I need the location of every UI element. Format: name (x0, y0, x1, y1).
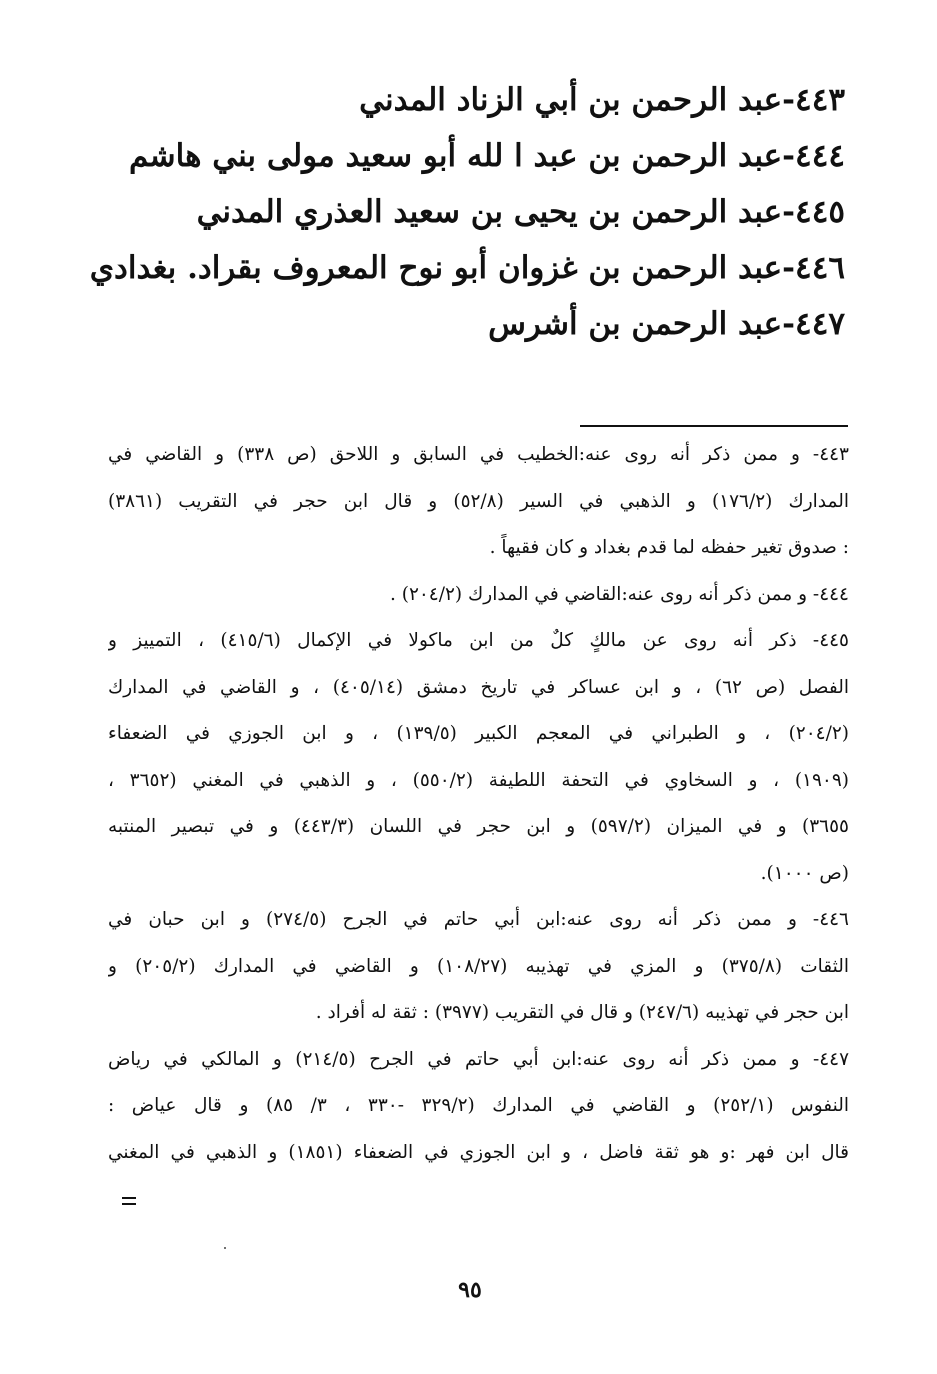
footnote-line: (ص ١٠٠٠). (760, 862, 849, 884)
footnote-line: ٤٤٤- و ممن ذكر أنه روى عنه:القاضي في المدارك (٢٠٤/٢) . (389, 583, 849, 605)
footnotes (108, 432, 849, 1176)
footnote-line: : صدوق تغير حفظه لما قدم بغداد و كان فقيهاً . (489, 537, 849, 558)
speck-mark (224, 1247, 226, 1249)
footnote-line: قال ابن فهر :و هو ثقة فاضل ، و ابن الجوزي في الضعفاء (١٨٥١) و الذهبي في المغني (108, 1141, 849, 1163)
footnote-line: الفصل (ص ٦٢) ، و ابن عساكر في تاريخ دمشق (٤٠٥/١٤) ، و القاضي في المدارك (108, 676, 849, 698)
continuation-mark (122, 1197, 136, 1205)
footnote-line: ٤٤٥- ذكر أنه روى عن مالكٍ كلٌ من ابن ماكولا في الإكمال (٤١٥/٦) ، التمييز و (108, 630, 849, 651)
footnote-line: ٤٤٦- و ممن ذكر أنه روى عنه:ابن أبي حاتم في الجرح (٢٧٤/٥) و ابن حبان في (108, 909, 849, 930)
footnote-line: ٣٦٥٥) و في الميزان (٥٩٧/٢) و ابن حجر في اللسان (٤٤٣/٣) و في تبصير المنتبه (108, 816, 849, 837)
footnote-separator (580, 425, 848, 427)
narrator-entry-447: ٤٤٧-عبد الرحمن بن أشرس (488, 306, 845, 342)
footnote-line: ابن حجر في تهذيبه (٢٤٧/٦) و قال في التقريب (٣٩٧٧) : ثقة له أفراد . (315, 1002, 849, 1023)
narrator-entry-446: ٤٤٦-عبد الرحمن بن غزوان أبو نوح المعروف بقراد. بغدادي (89, 250, 845, 286)
page-number: ٩٥ (458, 1277, 482, 1303)
footnote-line: (٢٠٤/٢) ، و الطبراني في المعجم الكبير (١٣٩/٥) ، و ابن الجوزي في الضعفاء (108, 723, 849, 744)
footnote-line: المدارك (١٧٦/٢) و الذهبي في السير (٥٢/٨) و قال ابن حجر في التقريب (٣٨٦١) (108, 490, 849, 512)
footnote-line: (١٩٠٩) ، و السخاوي في التحفة اللطيفة (٥٥٠/٢) ، و الذهبي في المغني (٣٦٥٢ ، (108, 769, 849, 791)
narrator-entries (70, 72, 845, 352)
footnote-line: ٤٤٣- و ممن ذكر أنه روى عنه:الخطيب في السابق و اللاحق (ص ٣٣٨) و القاضي في (108, 444, 849, 465)
footnote-line: النفوس (٢٥٢/١) و القاضي في المدارك (٣٢٩/٢ -٣٣٠ ، ٣/ ٨٥) و قال عياض : (108, 1095, 849, 1116)
narrator-entry-444: ٤٤٤-عبد الرحمن بن عبد ا لله أبو سعيد مولى بني هاشم (129, 138, 845, 174)
narrator-entry-445: ٤٤٥-عبد الرحمن بن يحيى بن سعيد العذري المدني (196, 194, 845, 230)
footnote-line: ٤٤٧- و ممن ذكر أنه روى عنه:ابن أبي حاتم في الجرح (٢١٤/٥) و المالكي في رياض (108, 1048, 849, 1070)
footnote-line: الثقات (٣٧٥/٨) و المزي في تهذيبه (١٠٨/٢٧) و القاضي في المدارك (٢٠٥/٢) و (108, 955, 849, 977)
narrator-entry-443: ٤٤٣-عبد الرحمن بن أبي الزناد المدني (359, 82, 845, 118)
